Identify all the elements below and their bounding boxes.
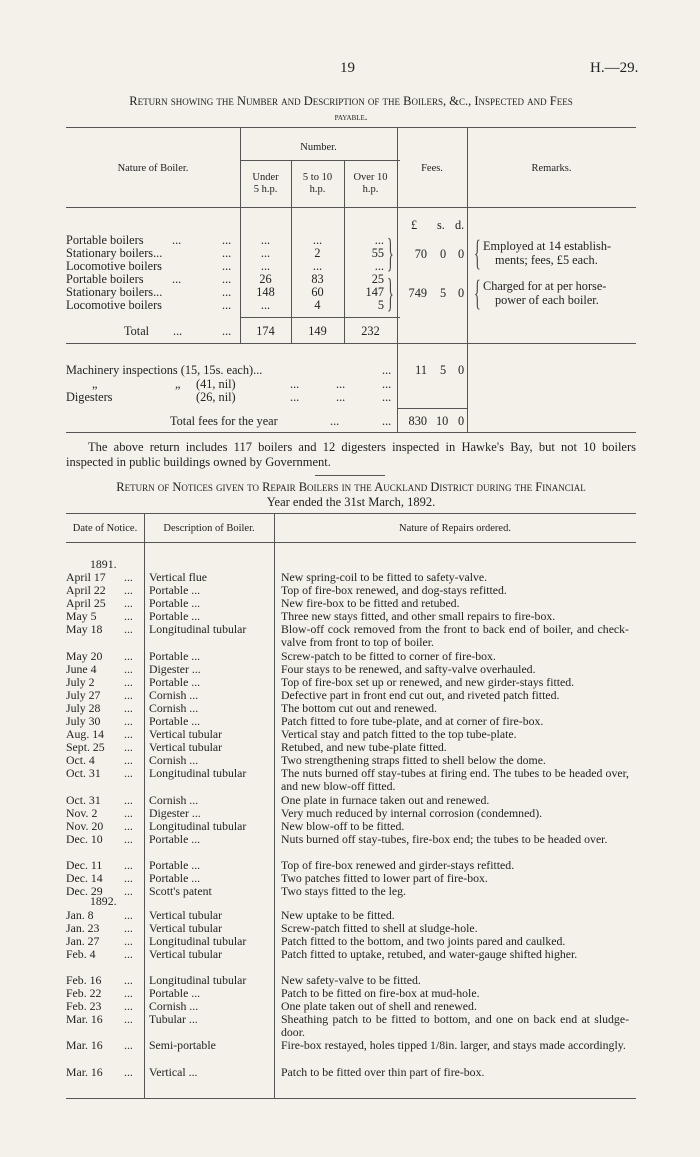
notice-date: June 4: [66, 662, 97, 676]
dots-d: ...: [290, 390, 300, 404]
boiler-type-label: Locomotive boilers: [66, 298, 162, 312]
brace-1: }: [387, 230, 394, 275]
repair-description: Patch to be fitted on fire-box at mud-hole.: [281, 986, 480, 1000]
date-dots: ...: [124, 819, 133, 833]
repair-description: New spring-coil to be fitted to safety-valve.: [281, 570, 488, 584]
boiler-description: Portable ...: [149, 986, 201, 1000]
year-1891: 1891.: [90, 557, 117, 571]
date-dots: ...: [124, 727, 133, 741]
count-5-to-10hp: ...: [312, 233, 323, 247]
date-dots: ...: [124, 908, 133, 922]
boiler-description: Portable ...: [149, 858, 201, 872]
ditto-mark-2: „: [175, 377, 181, 391]
notice-date: Dec. 14: [66, 871, 103, 885]
date-dots: ...: [124, 675, 133, 689]
boiler-description: Portable ...: [149, 832, 201, 846]
repair-description: Two strengthening straps fitted to shell below the dome.: [281, 753, 546, 767]
row-dots-2: ...: [222, 298, 232, 312]
repair-description: Defective part in front end cut out, and riveted patch fitted.: [281, 688, 560, 702]
repair-description: Patch to be fitted over thin part of fire-box.: [281, 1065, 485, 1079]
repair-description: Top of fire-box set up or renewed, and new girder-stays fitted.: [281, 675, 575, 689]
total-fees-dots: ...: [330, 414, 340, 428]
date-dots: ...: [124, 1038, 133, 1052]
col-description-header: Description of Boiler.: [163, 523, 255, 534]
notice-date: July 28: [66, 701, 101, 715]
repair-description: New uptake to be fitted.: [281, 908, 395, 922]
table2-title: [66, 480, 636, 510]
remark2-line1: Charged for at per horse-: [483, 279, 607, 293]
repair-description: Sheathing patch to be fitted to bottom, and one on back end at sludge-door.: [281, 1012, 629, 1039]
fees-total-rule: [397, 408, 467, 409]
boiler-description: Vertical flue: [149, 570, 207, 584]
notice-date: Jan. 27: [66, 934, 100, 948]
table2-vline-1: [144, 513, 145, 1098]
repair-description: Top of fire-box renewed and girder-stays refitted.: [281, 858, 515, 872]
total-fees-pence: 0: [458, 414, 465, 428]
notice-date: Mar. 16: [66, 1038, 103, 1052]
boiler-description: Vertical tubular: [149, 947, 223, 961]
date-dots: ...: [124, 793, 133, 807]
fee1-pounds: 70: [414, 247, 427, 261]
total-over10: 232: [361, 324, 380, 338]
date-dots: ...: [124, 688, 133, 702]
count-5-to-10hp: 2: [314, 246, 321, 260]
boiler-description: Tubular ...: [149, 1012, 198, 1026]
total-fees-label: Total fees for the year: [170, 414, 278, 428]
dots-a: ...: [290, 377, 300, 391]
boiler-description: Longitudinal tubular: [149, 934, 247, 948]
boiler-description: Cornish ...: [149, 688, 199, 702]
table1-title-line2: payable.: [334, 112, 368, 123]
count-over-10hp: 55: [371, 246, 384, 260]
date-dots: ...: [124, 714, 133, 728]
date-dots: ...: [124, 999, 133, 1013]
date-dots: ...: [124, 740, 133, 754]
notice-date: Nov. 20: [66, 819, 104, 833]
count-under-5hp: ...: [260, 298, 271, 312]
total-fees-pounds: 830: [408, 414, 427, 428]
boiler-description: Vertical ...: [149, 1065, 198, 1079]
notice-date: May 18: [66, 622, 103, 636]
boiler-description: Portable ...: [149, 609, 201, 623]
date-dots: ...: [124, 662, 133, 676]
total-dots2: ...: [222, 324, 232, 338]
repair-description: Vertical stay and patch fitted to the top tube-plate.: [281, 727, 517, 741]
row-dots-2: ...: [222, 259, 232, 273]
fee1-pence: 0: [458, 247, 465, 261]
repair-description: Patch fitted to uptake, retubed, and water-gauge shifted higher.: [281, 947, 578, 961]
notice-date: Oct. 4: [66, 753, 95, 767]
notice-date: Dec. 11: [66, 858, 103, 872]
boiler-description: Vertical tubular: [149, 908, 223, 922]
row-dots: ...: [172, 233, 182, 247]
repair-description: Blow-off cock removed from the front to back end of boiler, and check-valve from front to top of boiler.: [281, 622, 629, 649]
number-subheader-rule: [240, 160, 400, 161]
repair-description: The bottom cut out and renewed.: [281, 701, 437, 715]
col-5to10-header: 5 to 10 h.p.: [302, 172, 333, 195]
date-dots: ...: [124, 884, 133, 898]
count-5-to-10hp: 4: [314, 298, 321, 312]
table1-title-line1: Return showing the Number and Description of the Boilers, &c., Inspected and Fees: [129, 94, 573, 108]
repair-description: One plate taken out of shell and renewed.: [281, 999, 477, 1013]
date-dots: ...: [124, 609, 133, 623]
boiler-description: Cornish ...: [149, 701, 199, 715]
machinery-fee-pence: 0: [458, 363, 465, 377]
table2-title-line1: Return of Notices given to Repair Boilers in the Auckland District during the Financial: [116, 480, 586, 494]
machinery-fee-pounds: 11: [415, 363, 427, 377]
col-over10-header: Over 10 h.p.: [353, 172, 388, 195]
fee1-shillings: 0: [440, 247, 447, 261]
repair-description: One plate in furnace taken out and renewed.: [281, 793, 490, 807]
date-dots: ...: [124, 832, 133, 846]
boiler-description: Vertical tubular: [149, 740, 223, 754]
machinery-dots: ...: [382, 363, 392, 377]
notice-date: July 30: [66, 714, 101, 728]
boiler-description: Longitudinal tubular: [149, 819, 247, 833]
repair-description: Four stays to be renewed, and safty-valve overhauled.: [281, 662, 536, 676]
date-dots: ...: [124, 622, 133, 636]
boiler-description: Digester ...: [149, 806, 201, 820]
date-dots: ...: [124, 947, 133, 961]
count-over-10hp: 25: [371, 272, 384, 286]
boiler-description: Scott's patent: [149, 884, 212, 898]
boiler-description: Semi-portable: [149, 1038, 216, 1052]
notice-date: July 2: [66, 675, 95, 689]
boiler-description: Portable ...: [149, 714, 201, 728]
total-5to10: 149: [308, 324, 327, 338]
brace-4: {: [474, 272, 481, 313]
notice-date: Mar. 16: [66, 1012, 103, 1026]
short-divider: [315, 475, 385, 476]
total-top-rule: [240, 317, 400, 318]
repair-description: The nuts burned off stay-tubes at firing end. The tubes to be headed over, and new blow-off fitted.: [281, 766, 629, 793]
date-dots: ...: [124, 570, 133, 584]
boiler-description: Vertical tubular: [149, 727, 223, 741]
year-1892: 1892.: [90, 894, 117, 908]
row-dots-2: ...: [222, 285, 232, 299]
count-5-to-10hp: 83: [311, 272, 324, 286]
fee2-shillings: 5: [440, 286, 447, 300]
boiler-description: Cornish ...: [149, 999, 199, 1013]
boiler-description: Portable ...: [149, 583, 201, 597]
document-code: H.—29.: [590, 60, 639, 76]
col-remarks-header: Remarks.: [531, 163, 572, 174]
currency-shillings: s.: [437, 218, 445, 232]
repair-description: Retubed, and new tube-plate fitted.: [281, 740, 447, 754]
total-dots: ...: [173, 324, 183, 338]
currency-pounds: £: [411, 218, 418, 232]
repair-description: Nuts burned off stay-tubes, fire-box end; the tubes to be headed over.: [281, 832, 608, 846]
boiler-type-label: Locomotive boilers: [66, 259, 162, 273]
notice-date: Jan. 8: [66, 908, 94, 922]
repair-description: Patch fitted to the bottom, and two joints pared and caulked.: [281, 934, 566, 948]
date-dots: ...: [124, 596, 133, 610]
date-dots: ...: [124, 753, 133, 767]
dots-f: ...: [382, 390, 392, 404]
return-note: The above return includes 117 boilers and 12 digesters inspected in Hawke's Bay, but not 10 boilers inspected in public buildings owned by Government.: [66, 440, 636, 469]
notice-date: Mar. 16: [66, 1065, 103, 1079]
boiler-description: Digester ...: [149, 662, 201, 676]
boiler-type-label: Portable boilers: [66, 272, 144, 286]
table1-top-rule: [66, 127, 636, 128]
dots-e: ...: [336, 390, 346, 404]
date-dots: ...: [124, 766, 133, 780]
boiler-description: Cornish ...: [149, 793, 199, 807]
boiler-description: Vertical tubular: [149, 921, 223, 935]
boiler-description: Longitudinal tubular: [149, 622, 247, 636]
notice-date: Feb. 23: [66, 999, 102, 1013]
notice-date: Aug. 14: [66, 727, 105, 741]
notice-date: May 20: [66, 649, 103, 663]
count-over-10hp: ...: [374, 233, 384, 247]
repair-description: Screw-patch fitted to shell at sludge-hole.: [281, 921, 478, 935]
notice-date: Nov. 2: [66, 806, 98, 820]
repair-description: Two patches fitted to lower part of fire-box.: [281, 871, 488, 885]
notice-date: Dec. 29: [66, 884, 103, 898]
date-dots: ...: [124, 583, 133, 597]
total-fees-shillings: 10: [436, 414, 449, 428]
date-dots: ...: [124, 806, 133, 820]
boiler-description: Longitudinal tubular: [149, 766, 247, 780]
boiler-type-label: Stationary boilers...: [66, 285, 163, 299]
notice-date: April 17: [66, 570, 106, 584]
count-under-5hp: ...: [260, 233, 271, 247]
repair-description: Top of fire-box renewed, and dog-stays refitted.: [281, 583, 507, 597]
table2-title-line2: Year ended the 31st March, 1892.: [266, 495, 436, 509]
boiler-type-label: Stationary boilers...: [66, 246, 163, 260]
remark2-line2: power of each boiler.: [495, 293, 599, 307]
count-under-5hp: ...: [260, 259, 271, 273]
currency-pence: d.: [455, 218, 465, 232]
notice-date: Feb. 4: [66, 947, 96, 961]
dots-c: ...: [382, 377, 392, 391]
repair-description: Screw-patch to be fitted to corner of fire-box.: [281, 649, 496, 663]
date-dots: ...: [124, 871, 133, 885]
date-dots: ...: [124, 921, 133, 935]
notice-date: Feb. 16: [66, 973, 102, 987]
count-under-5hp: 26: [259, 272, 272, 286]
total-fees-dots2: ...: [382, 414, 392, 428]
col-under5-header: Under 5 h.p.: [252, 172, 279, 195]
boiler-description: Portable ...: [149, 871, 201, 885]
table1-title: [66, 94, 636, 125]
count-5-to-10hp: ...: [312, 259, 323, 273]
notice-date: Dec. 10: [66, 832, 103, 846]
col-number-header: Number.: [300, 142, 337, 153]
boiler-description: Portable ...: [149, 675, 201, 689]
dots-b: ...: [336, 377, 346, 391]
boiler-description: Longitudinal tubular: [149, 973, 247, 987]
notice-date: Jan. 23: [66, 921, 100, 935]
col-fees-header: Fees.: [421, 163, 443, 174]
boiler-description: Cornish ...: [149, 753, 199, 767]
date-dots: ...: [124, 649, 133, 663]
count-over-10hp: 5: [377, 298, 384, 312]
repair-description: New safety-valve to be fitted.: [281, 973, 421, 987]
repair-description: Two stays fitted to the leg.: [281, 884, 406, 898]
table2-header-rule: [66, 542, 636, 543]
notice-date: April 25: [66, 596, 106, 610]
notice-date: April 22: [66, 583, 106, 597]
brace-3: {: [474, 232, 481, 273]
date-dots: ...: [124, 858, 133, 872]
total-bottom-rule: [66, 343, 636, 344]
repair-description: Patch fitted to fore tube-plate, and at corner of fire-box.: [281, 714, 544, 728]
notice-date: Oct. 31: [66, 766, 101, 780]
fee2-pounds: 749: [408, 286, 427, 300]
repair-description: Fire-box restayed, holes tipped 1/8in. larger, and stays made accordingly.: [281, 1038, 626, 1052]
page-number: 19: [340, 60, 355, 76]
notice-date: Feb. 22: [66, 986, 102, 1000]
col-nature-header: Nature of Boiler.: [117, 163, 189, 174]
boiler-description: Portable ...: [149, 649, 201, 663]
repair-description: New blow-off to be fitted.: [281, 819, 405, 833]
repair-description: New fire-box to be fitted and retubed.: [281, 596, 460, 610]
date-dots: ...: [124, 973, 133, 987]
date-dots: ...: [124, 934, 133, 948]
table2-top-rule: [66, 513, 636, 514]
boiler-type-label: Portable boilers: [66, 233, 144, 247]
notice-date: May 5: [66, 609, 97, 623]
count-under-5hp: ...: [260, 246, 271, 260]
row-dots-2: ...: [222, 233, 232, 247]
col-date-header: Date of Notice.: [72, 523, 138, 534]
count-under-5hp: 148: [256, 285, 275, 299]
table2-bottom-rule: [66, 1098, 636, 1099]
count-5-to-10hp: 60: [311, 285, 324, 299]
machinery-fee-shillings: 5: [440, 363, 447, 377]
count-over-10hp: 147: [365, 285, 384, 299]
boiler-description: Portable ...: [149, 596, 201, 610]
table1-header-rule: [66, 207, 636, 208]
notice-date: Oct. 31: [66, 793, 101, 807]
table1-bottom-rule: [66, 432, 636, 433]
date-dots: ...: [124, 701, 133, 715]
fee2-pence: 0: [458, 286, 465, 300]
repair-description: Very much reduced by internal corrosion (condemned).: [281, 806, 543, 820]
machinery-nil-label: (41, nil): [196, 377, 236, 391]
date-dots: ...: [124, 1065, 133, 1079]
repair-description: Three new stays fitted, and other small repairs to fire-box.: [281, 609, 556, 623]
row-dots-2: ...: [222, 246, 232, 260]
notice-date: Sept. 25: [66, 740, 105, 754]
brace-2: }: [387, 270, 394, 315]
row-dots-2: ...: [222, 272, 232, 286]
total-under5: 174: [256, 324, 275, 338]
date-dots: ...: [124, 1012, 133, 1026]
remark1-line2: ments; fees, £5 each.: [495, 253, 598, 267]
notice-date: July 27: [66, 688, 101, 702]
total-label: Total: [124, 324, 150, 338]
ditto-mark-1: „: [92, 377, 98, 391]
machinery-label: Machinery inspections (15, 15s. each)...: [66, 363, 263, 377]
count-over-10hp: ...: [374, 259, 384, 273]
date-dots: ...: [124, 986, 133, 1000]
remark1-line1: Employed at 14 establish-: [483, 239, 612, 253]
digesters-nil-label: (26, nil): [196, 390, 236, 404]
digesters-label: Digesters: [66, 390, 113, 404]
table2-vline-2: [274, 513, 275, 1098]
col-repairs-header: Nature of Repairs ordered.: [399, 523, 511, 534]
row-dots: ...: [172, 272, 182, 286]
